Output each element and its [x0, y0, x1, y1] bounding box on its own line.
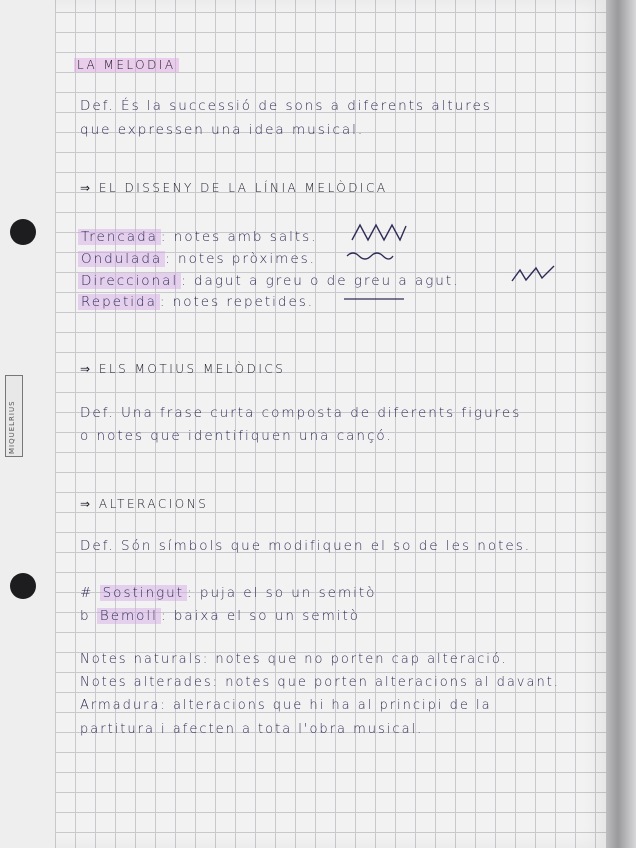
sharp-symbol: # — [80, 585, 94, 601]
key-signature-line1: Armadura: alteracions que hi ha al principi de la — [80, 698, 492, 713]
desc-trencada: : notes amb salts. — [160, 229, 318, 245]
direccional-zigzag-sketch — [510, 264, 560, 284]
term-repetida: Repetida — [78, 294, 160, 310]
term-trencada: Trencada — [78, 229, 161, 245]
sostingut-line — [80, 585, 376, 601]
desc-bemoll: : baixa el so un semitò — [160, 608, 361, 624]
desc-sostingut: : puja el so un semitò — [187, 585, 377, 601]
binder-hole-bottom — [10, 573, 36, 599]
bemoll-line — [80, 608, 360, 624]
flat-symbol: b — [80, 608, 91, 624]
melodic-motifs-heading: ⇒ ELS MOTIUS MELÒDICS — [80, 362, 286, 376]
term-sostingut: Sostingut — [100, 585, 187, 601]
desc-repetida: : notes repetides. — [159, 294, 315, 310]
melody-definition-line2: que expressen una idea musical. — [80, 122, 365, 138]
desc-ondulada: : notes pròximes. — [165, 251, 316, 267]
notebook-gutter — [606, 0, 636, 848]
trencada-zigzag-sketch — [350, 222, 410, 244]
line-type-trencada — [78, 229, 317, 245]
melody-definition-line1: Def. És la successió de sons a diferents altures — [80, 98, 492, 114]
motif-definition-line1: Def. Una frase curta composta de diferents figures — [80, 405, 522, 421]
line-type-direccional — [78, 273, 459, 289]
term-bemoll: Bemoll — [97, 608, 161, 624]
line-type-repetida — [78, 294, 314, 310]
line-type-ondulada — [78, 251, 316, 267]
term-direccional: Direccional — [78, 273, 181, 289]
key-signature-line2: partitura i afecten a tota l'obra musical. — [80, 722, 424, 737]
term-ondulada: Ondulada — [78, 251, 165, 267]
motif-definition-line2: o notes que identifiquen una cançó. — [80, 428, 393, 444]
brand-label: MIQUELRIUS — [5, 375, 23, 457]
altered-notes-line: Notes alterades: notes que porten alteracions al davant. — [80, 675, 560, 690]
page-title: LA MELODIA — [74, 58, 179, 72]
melodic-line-heading: ⇒ EL DISSENY DE LA LÍNIA MELÒDICA — [80, 181, 388, 195]
desc-direccional: : dagut a greu o de greu a agut. — [181, 273, 460, 289]
alterations-definition: Def. Són símbols que modifiquen el so de les notes. — [80, 538, 532, 554]
binder-hole-top — [10, 219, 36, 245]
alterations-heading: ⇒ ALTERACIONS — [80, 497, 209, 511]
ondulada-wave-sketch — [345, 250, 395, 262]
natural-notes-line: Notes naturals: notes que no porten cap alteració. — [80, 652, 508, 667]
repetida-flat-line-sketch — [342, 297, 407, 303]
